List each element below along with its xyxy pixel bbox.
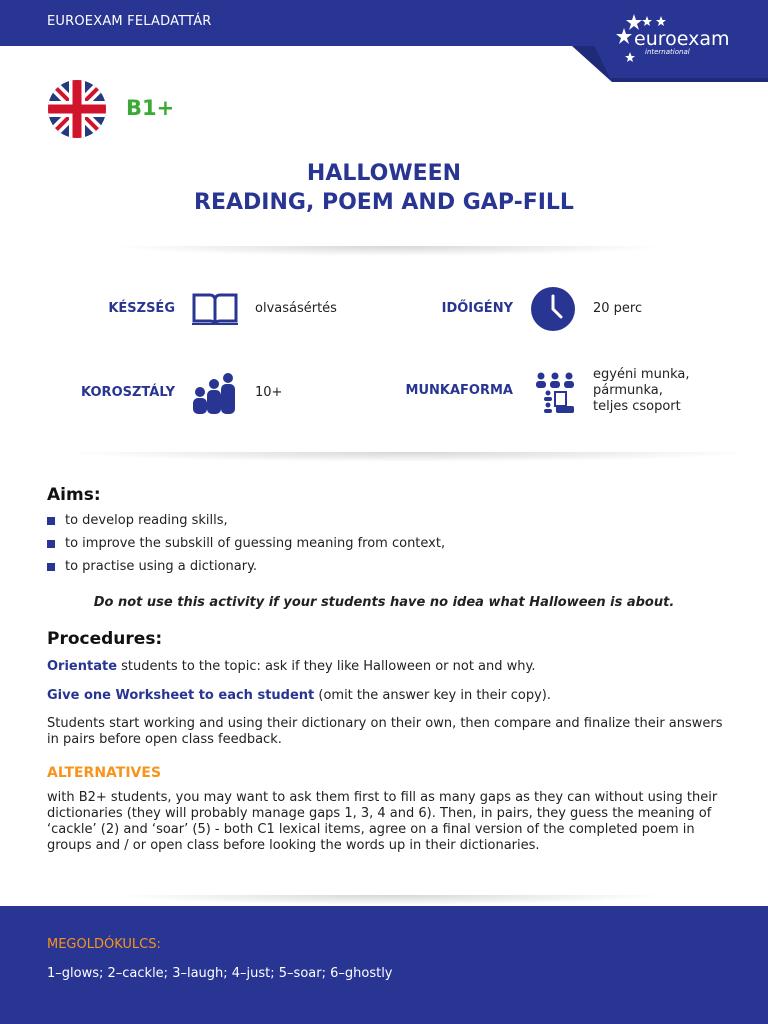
form-value-2: pármunka,	[593, 383, 663, 398]
procedure-step-1	[47, 659, 727, 675]
header-title: EUROEXAM FELADATTÁR	[47, 14, 212, 29]
group-work-icon	[534, 372, 576, 414]
skill-value: olvasásértés	[255, 301, 337, 316]
clock-icon	[530, 286, 576, 332]
form-value-1: egyéni munka,	[593, 367, 690, 382]
step-text: (omit the answer key in their copy).	[314, 688, 552, 703]
uk-flag-icon	[48, 80, 106, 138]
procedures-heading: Procedures:	[47, 629, 163, 649]
level-badge: B1+	[126, 96, 175, 120]
divider	[60, 452, 760, 462]
divider	[110, 895, 670, 905]
logo-subtext: international	[645, 48, 690, 56]
divider	[110, 246, 670, 256]
time-label: IDŐIGÉNY	[441, 301, 513, 316]
age-value: 10+	[255, 385, 283, 400]
alternatives-text: with B2+ students, you may want to ask them first to fill as many gaps as they can without using their dictionaries (they will probably manage gaps 1, 3, 4 and 6). Then, in pairs, they guess the meaning of ‘cackle’ (2) and ‘soar’ (5) - both C1 lexical items, agree on a final version of the completed poem in groups and / or open class before looking the words up in their dictionaries.	[47, 790, 718, 853]
alternatives-heading: ALTERNATIVES	[47, 765, 162, 781]
list-item: to improve the subskill of guessing meaning from context,	[47, 536, 445, 559]
form-label: MUNKAFORMA	[405, 383, 513, 398]
page-title-line1: HALLOWEEN	[306, 161, 462, 186]
book-icon	[192, 292, 238, 326]
list-item: to develop reading skills,	[47, 513, 445, 536]
procedure-step-2	[47, 688, 727, 704]
time-value: 20 perc	[593, 301, 643, 316]
age-label: KOROSZTÁLY	[81, 385, 175, 400]
procedure-step-3: Students start working and using their dictionary on their own, then compare and finalize their answers in pairs before open class feedback.	[47, 716, 723, 747]
aims-list	[47, 513, 445, 582]
warning-note: Do not use this activity if your students have no idea what Halloween is about.	[93, 595, 675, 610]
aims-heading: Aims:	[47, 485, 101, 505]
logo-text: euroexam	[634, 28, 730, 50]
page-title-line2: READING, POEM AND GAP-FILL	[194, 190, 574, 215]
answer-key-panel	[0, 906, 768, 1024]
list-item: to practise using a dictionary.	[47, 559, 445, 582]
answer-key-text: 1–glows; 2–cackle; 3–laugh; 4–just; 5–soar; 6–ghostly	[47, 966, 393, 981]
step-highlight: Give one Worksheet to each student	[47, 688, 315, 703]
answer-key-heading: MEGOLDÓKULCS:	[47, 937, 161, 952]
step-highlight: Orientate	[47, 659, 118, 674]
skill-label: KÉSZSÉG	[108, 301, 175, 316]
form-value-3: teljes csoport	[593, 399, 681, 414]
step-text: students to the topic: ask if they like Halloween or not and why.	[117, 659, 536, 674]
people-icon	[192, 370, 238, 416]
